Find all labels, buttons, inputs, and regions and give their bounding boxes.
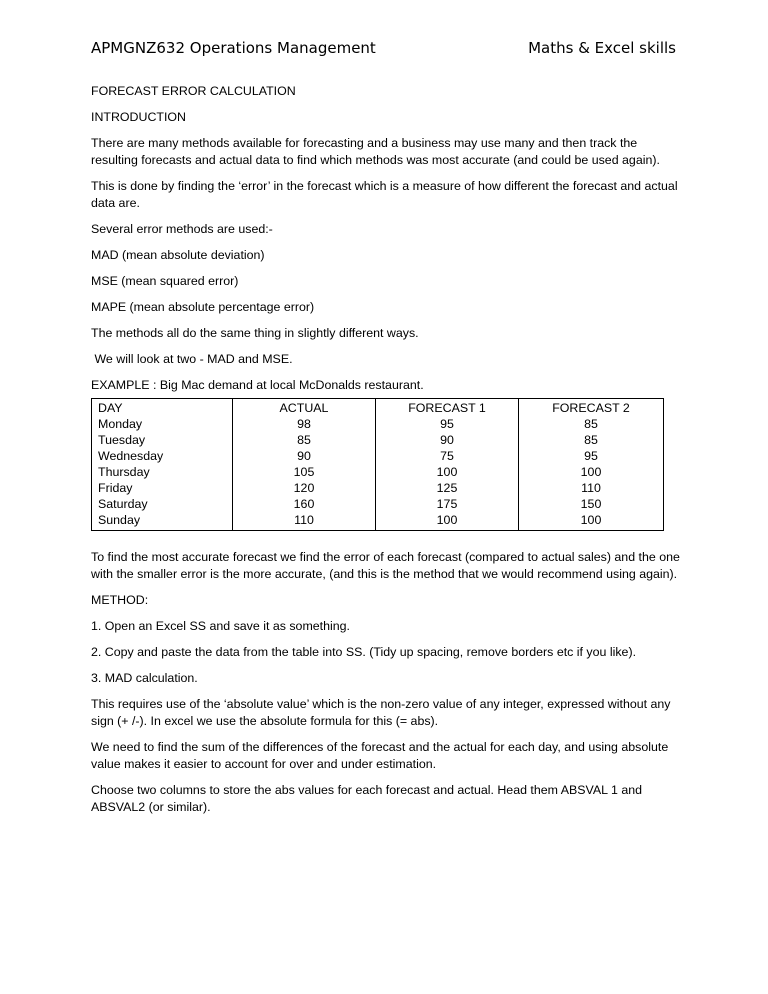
- paragraph-most-accurate: To find the most accurate forecast we find the error of each forecast (compared to actual sales) and the one with the smaller error is the more accurate, (and this is the method that we would recommend using again).: [91, 550, 680, 581]
- method-mse: MSE (mean squared error): [91, 274, 239, 288]
- table-cell: 85: [297, 433, 311, 447]
- table-cell-actual-column: [233, 399, 376, 531]
- table-cell: 150: [580, 497, 602, 511]
- step-3: 3. MAD calculation.: [91, 671, 198, 685]
- table-cell: 100: [436, 465, 458, 479]
- table-cell-forecast2-column: [519, 399, 664, 531]
- paragraph-example: EXAMPLE : Big Mac demand at local McDonalds restaurant.: [91, 378, 424, 392]
- demand-table: [91, 398, 664, 531]
- method-heading: METHOD:: [91, 593, 149, 607]
- table-cell: 85: [584, 433, 598, 447]
- table-header-forecast-1: FORECAST 1: [408, 401, 486, 415]
- table-header-forecast-2: FORECAST 2: [552, 401, 630, 415]
- table-cell: 160: [293, 497, 315, 511]
- table-cell: 95: [584, 449, 598, 463]
- table-cell: Monday: [98, 417, 143, 431]
- table-cell-day-column: [92, 399, 233, 531]
- table-cell: 175: [436, 497, 458, 511]
- table-cell: Friday: [98, 481, 133, 495]
- table-cell: 105: [293, 465, 315, 479]
- paragraph-methods-intro: Several error methods are used:-: [91, 222, 273, 236]
- table-cell: 100: [436, 513, 458, 527]
- step-1: 1. Open an Excel SS and save it as something.: [91, 619, 350, 633]
- doc-title: FORECAST ERROR CALCULATION: [91, 84, 296, 98]
- table-header-actual: ACTUAL: [279, 401, 329, 415]
- paragraph-look-at-two: We will look at two - MAD and MSE.: [91, 352, 293, 366]
- table-cell: 98: [297, 417, 311, 431]
- table-cell: Tuesday: [98, 433, 146, 447]
- table-header-day: DAY: [98, 401, 123, 415]
- table-cell: 95: [440, 417, 454, 431]
- paragraph-sum-differences: We need to find the sum of the differences of the forecast and the actual for each day, and using absolute value makes it easier to account for over and under estimation.: [91, 740, 669, 771]
- table-row: [92, 399, 664, 531]
- step-2: 2. Copy and paste the data from the table into SS. (Tidy up spacing, remove borders etc if you like).: [91, 645, 637, 659]
- method-mad: MAD (mean absolute deviation): [91, 248, 265, 262]
- intro-heading: INTRODUCTION: [91, 110, 186, 124]
- table-cell: Wednesday: [98, 449, 164, 463]
- header-section-title: Maths & Excel skills: [528, 39, 676, 57]
- table-cell: 120: [293, 481, 315, 495]
- table-cell: Saturday: [98, 497, 148, 511]
- paragraph-absolute-value: This requires use of the ‘absolute value’ which is the non-zero value of any integer, expressed without any sign (+ /-). In excel we use the absolute formula for this (= abs).: [91, 697, 671, 728]
- paragraph-same-thing: The methods all do the same thing in slightly different ways.: [91, 326, 419, 340]
- table-cell: 85: [584, 417, 598, 431]
- paragraph-intro: There are many methods available for forecasting and a business may use many and then track the resulting forecasts and actual data to find which methods was most accurate (and could be used again).: [91, 136, 660, 167]
- method-mape: MAPE (mean absolute percentage error): [91, 300, 315, 314]
- table-cell: 100: [580, 513, 602, 527]
- table-cell: Thursday: [98, 465, 150, 479]
- table-cell: 90: [297, 449, 311, 463]
- paragraph-error: This is done by finding the ‘error’ in the forecast which is a measure of how different the forecast and actual data are.: [91, 179, 678, 210]
- table-cell-forecast1-column: [376, 399, 519, 531]
- document-body: [91, 83, 681, 825]
- table-cell: 110: [581, 481, 601, 495]
- table-cell: 75: [440, 449, 454, 463]
- header-course-title: APMGNZ632 Operations Management: [91, 39, 376, 57]
- table-cell: 90: [440, 433, 454, 447]
- table-cell: 100: [580, 465, 602, 479]
- table-cell: 110: [294, 513, 314, 527]
- table-cell: Sunday: [98, 513, 141, 527]
- page-header: [91, 39, 676, 61]
- paragraph-choose-columns: Choose two columns to store the abs values for each forecast and actual. Head them ABSVAL 1 and ABSVAL2 (or similar).: [91, 783, 643, 814]
- table-cell: 125: [436, 481, 458, 495]
